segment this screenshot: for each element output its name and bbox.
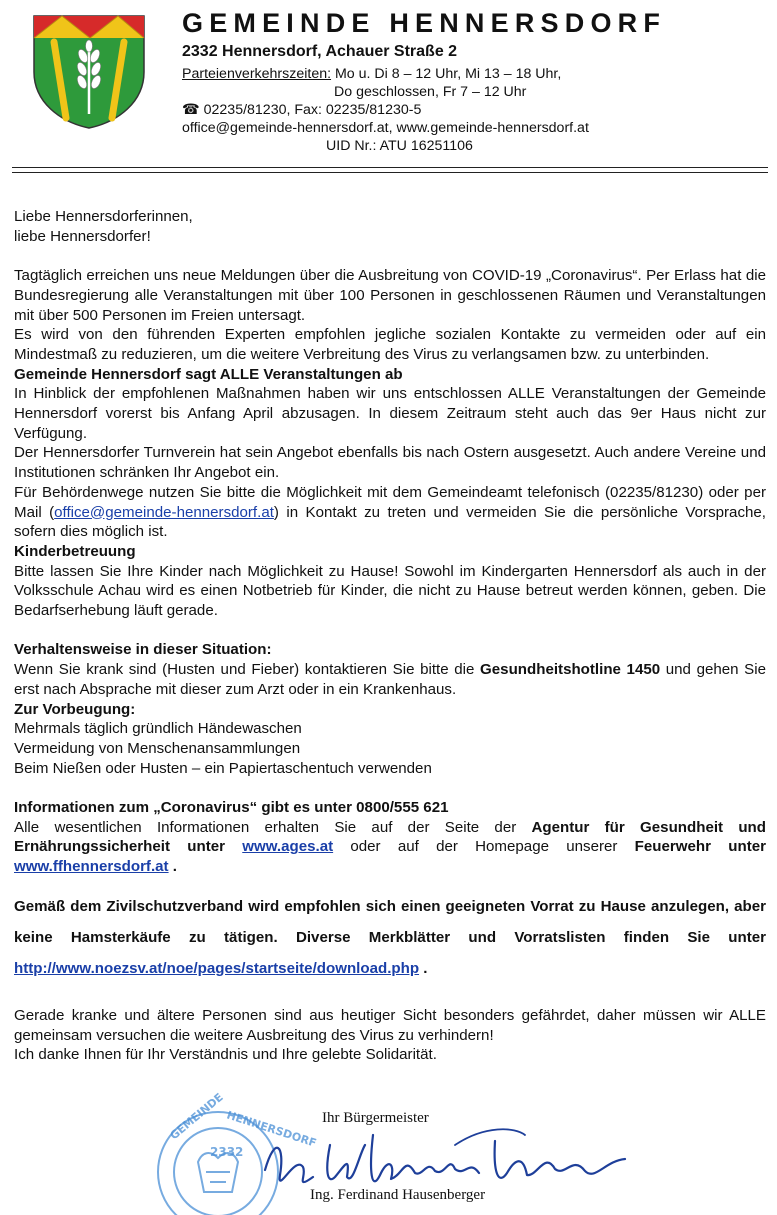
office-text-b: ) in Kontakt zu treten und vermeiden Sie die persönliche Vorsprache, sofern dies möglich ist. <box>14 503 766 541</box>
phone-line <box>182 102 421 118</box>
civil-text-b: . <box>419 959 428 977</box>
events-paragraph: In Hinblick der empfohlenen Maßnahmen haben wir uns entschlossen ALLE Veranstaltungen der Gemeinde Hennersdorf vorerst bis Anfang April abzusagen. In diesem Zeitraum steht auch das 9er Haus nicht zur Verfügung. <box>14 385 766 442</box>
info-text-b: oder auf der Homepage unserer <box>333 838 635 856</box>
header-divider-double <box>12 172 768 173</box>
svg-text:GEMEINDE: GEMEINDE <box>167 1090 226 1143</box>
coat-of-arms-logo <box>30 14 148 130</box>
greeting-line1: Liebe Hennersdorferinnen, <box>14 208 193 225</box>
thanks-line: Ich danke Ihnen für Ihr Verständnis und Ihre gelebte Solidarität. <box>14 1046 437 1064</box>
svg-text:HENNERSDORF: HENNERSDORF <box>225 1108 319 1150</box>
prevention-item: Beim Nießen oder Husten – ein Papiertaschentuch verwenden <box>14 759 432 777</box>
hotline-number: Gesundheitshotline 1450 <box>480 661 661 679</box>
info-heading: Informationen zum „Coronavirus“ gibt es unter 0800/555 621 <box>14 799 449 817</box>
letter-body <box>14 207 766 1065</box>
childcare-heading: Kinderbetreuung <box>14 542 136 560</box>
office-hours-line1: Mo u. Di 8 – 12 Uhr, Mi 13 – 18 Uhr, <box>331 66 562 82</box>
telephone-icon: ☎ <box>182 102 200 118</box>
office-paragraph <box>14 483 766 542</box>
office-hours-label: Parteienverkehrszeiten: <box>182 66 332 82</box>
info-paragraph <box>14 818 766 877</box>
uid-line: UID Nr.: ATU 16251106 <box>326 138 473 154</box>
prevention-item: Mehrmals täglich gründlich Händewaschen <box>14 720 302 738</box>
phone-numbers: 02235/81230, Fax: 02235/81230-5 <box>199 102 422 118</box>
events-heading: Gemeinde Hennersdorf sagt ALLE Veranstaltungen ab <box>14 365 403 383</box>
svg-text:2332: 2332 <box>210 1145 244 1159</box>
download-link[interactable]: http://www.noezsv.at/noe/pages/startseite/download.php <box>14 959 420 977</box>
info-text-a: Alle wesentlichen Informationen erhalten Sie auf der Seite der <box>14 818 532 836</box>
behaviour-text-a: Wenn Sie krank sind (Husten und Fieber) kontaktieren Sie bitte die <box>14 661 481 679</box>
info-text-c: . <box>168 858 177 876</box>
office-hours <box>182 66 561 82</box>
header-divider <box>12 167 768 168</box>
mayor-title: Ihr Bürgermeister <box>322 1110 429 1126</box>
experts-paragraph: Es wird von den führenden Experten empfohlen jegliche sozialen Kontakte zu vermeiden oder auf ein Mindestmaß zu reduzieren, um die weitere Verbreitung des Virus zu verlangsamen bzw. zu unterbinden. <box>14 326 766 363</box>
closing-paragraph: Gerade kranke und ältere Personen sind aus heutiger Sicht besonders gefährdet, daher müssen wir ALLE gemeinsam versuchen die weitere Ausbreitung des Virus zu verhindern! <box>14 1006 766 1044</box>
greeting-line2: liebe Hennersdorfer! <box>14 227 151 245</box>
civil-protection-paragraph <box>14 891 766 984</box>
office-text-a: Für Behördenwege nutzen Sie bitte die Möglichkeit mit dem Gemeindeamt telefonisch (02235/81230) oder per Mail ( <box>14 483 766 521</box>
mayor-name: Ing. Ferdinand Hausenberger <box>310 1187 486 1203</box>
prevention-heading: Zur Vorbeugung: <box>14 700 136 718</box>
contact-line: office@gemeinde-hennersdorf.at, www.gemeinde-hennersdorf.at <box>182 120 589 136</box>
civil-text-a: Gemäß dem Zivilschutzverband wird empfohlen sich einen geeigneten Vorrat zu Hause anzulegen, aber keine Hamsterkäufe zu tätigen. Diverse Merkblätter und Vorratslisten finden Sie unter <box>14 897 766 946</box>
prevention-item: Vermeidung von Menschenansammlungen <box>14 739 301 757</box>
municipality-title: GEMEINDE HENNERSDORF <box>182 8 667 38</box>
ages-link[interactable]: www.ages.at <box>242 838 334 856</box>
behaviour-paragraph <box>14 660 766 699</box>
childcare-paragraph: Bitte lassen Sie Ihre Kinder nach Möglichkeit zu Hause! Sowohl im Kindergarten Hennersdorf als auch in der Volksschule Achau wird es einen Notbetrieb für Kinder, die nicht zu Hause betreut werden können, geben. Die Bedarfserhebung läuft gerade. <box>14 562 766 620</box>
clubs-paragraph: Der Hennersdorfer Turnverein hat sein Angebot ebenfalls bis nach Ostern ausgesetzt. Auch andere Vereine und Institutionen schränken Ihr Angebot ein. <box>14 444 766 482</box>
office-hours-line2: Do geschlossen, Fr 7 – 12 Uhr <box>334 84 527 100</box>
behaviour-heading: Verhaltensweise in dieser Situation: <box>14 641 272 659</box>
info-agency: Agentur für Gesundheit und Ernährungssicherheit unter <box>14 818 766 856</box>
behaviour-text-b: und gehen Sie erst nach Absprache mit dieser zum Arzt oder in ein Krankenhaus. <box>14 661 766 698</box>
intro-paragraph: Tagtäglich erreichen uns neue Meldungen über die Ausbreitung von COVID-19 „Coronavirus“. Per Erlass hat die Bundesregierung alle Veranstaltungen mit über 100 Personen in geschlossenen Räumen und Veranstaltungen mit über 500 Personen im Freien untersagt. <box>14 267 766 324</box>
info-firebrigade: Feuerwehr unter <box>634 838 766 856</box>
firebrigade-link[interactable]: www.ffhennersdorf.at <box>14 858 169 876</box>
address: 2332 Hennersdorf, Achauer Straße 2 <box>182 43 458 60</box>
office-email-link[interactable]: office@gemeinde-hennersdorf.at <box>54 503 274 521</box>
